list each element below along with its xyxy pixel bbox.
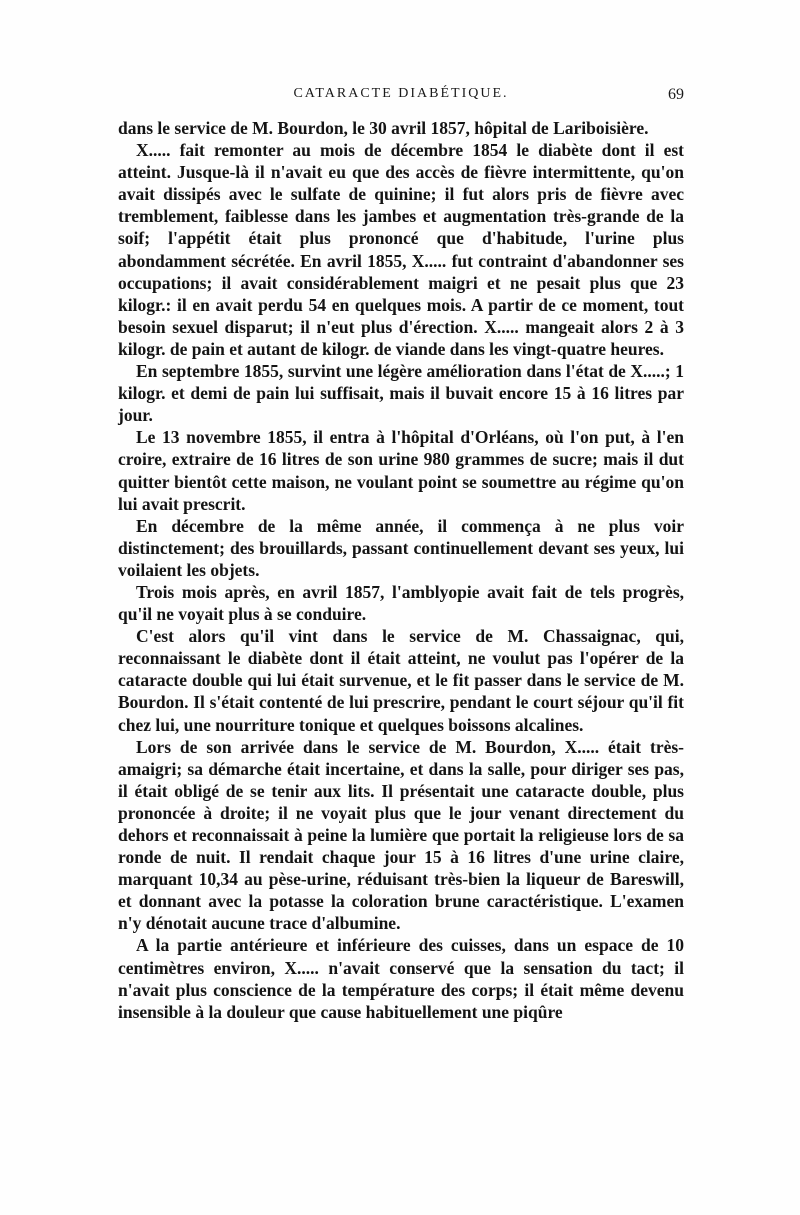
paragraph: Le 13 novembre 1855, il entra à l'hôpital d'Orléans, où l'on put, à l'en croire, extraire de 16 litres de son urine 980 grammes de sucre; mais il dut quitter bientôt cette maison, ne voulant point se soumettre au régime qu'on lui avait prescrit. bbox=[118, 427, 684, 514]
paragraph: A la partie antérieure et inférieure des cuisses, dans un espace de 10 centimètres environ, X..... n'avait conservé que la sensation du tact; il n'avait plus conscience de la température des corps; il était même devenu insensible à la douleur que cause habituellement une piqûre bbox=[118, 935, 684, 1022]
running-head bbox=[118, 86, 684, 110]
paragraph: C'est alors qu'il vint dans le service de M. Chassaignac, qui, reconnaissant le diabète dont il était atteint, ne voulut pas l'opérer de la cataracte double qui lui était survenue, et le fit passer dans le service de M. Bourdon. Il s'était contenté de lui prescrire, pendant le court séjour qu'il fit chez lui, une nourriture tonique et quelques boissons alcalines. bbox=[118, 626, 684, 735]
paragraph: Lors de son arrivée dans le service de M. Bourdon, X..... était très-amaigri; sa démarche était incertaine, et dans la salle, pour diriger ses pas, il était obligé de se tenir aux lits. Il présentait une cataracte double, plus prononcée à droite; il ne voyait plus que le jour venant directement du dehors et reconnaissait à peine la lumière que portait la religieuse lors de sa ronde de nuit. Il rendait chaque jour 15 à 16 litres d'une urine claire, marquant 10,34 au pèse-urine, réduisant très-bien la liqueur de Bareswill, et donnant avec la potasse la coloration brune caractéristique. L'examen n'y dénotait aucune trace d'albumine. bbox=[118, 736, 684, 934]
body-text bbox=[118, 117, 684, 1023]
paragraph: Trois mois après, en avril 1857, l'amblyopie avait fait de tels progrès, qu'il ne voyait plus à se conduire. bbox=[118, 581, 684, 625]
paragraph: En septembre 1855, survint une légère amélioration dans l'état de X.....; 1 kilogr. et demi de pain lui suffisait, mais il buvait encore 15 à 16 litres par jour. bbox=[118, 361, 684, 426]
paragraph: dans le service de M. Bourdon, le 30 avril 1857, hôpital de Lariboisière. bbox=[118, 118, 649, 138]
paragraph: En décembre de la même année, il commença à ne plus voir distinctement; des brouillards, passant continuellement devant ses yeux, lui voilaient les objets. bbox=[118, 515, 684, 580]
running-title: CATARACTE DIABÉTIQUE. bbox=[293, 86, 509, 101]
paragraph: X..... fait remonter au mois de décembre 1854 le diabète dont il est atteint. Jusque-là il n'avait eu que des accès de fièvre intermittente, qu'on avait dissipés avec le sulfate de quinine; il fut alors pris de fièvre avec tremblement, faiblesse dans les jambes et augmentation très-grande de la soif; l'appétit était plus prononcé que d'habitude, l'urine plus abondamment sécrétée. En avril 1855, X..... fut contraint d'abandonner ses occupations; il avait considérablement maigri et ne pesait plus que 23 kilogr.: il en avait perdu 54 en quelques mois. A partir de ce moment, tout besoin sexuel disparut; il n'eut plus d'érection. X..... mangeait alors 2 à 3 kilogr. de pain et autant de kilogr. de viande dans les vingt-quatre heures. bbox=[118, 140, 684, 359]
page-number: 69 bbox=[668, 86, 684, 103]
